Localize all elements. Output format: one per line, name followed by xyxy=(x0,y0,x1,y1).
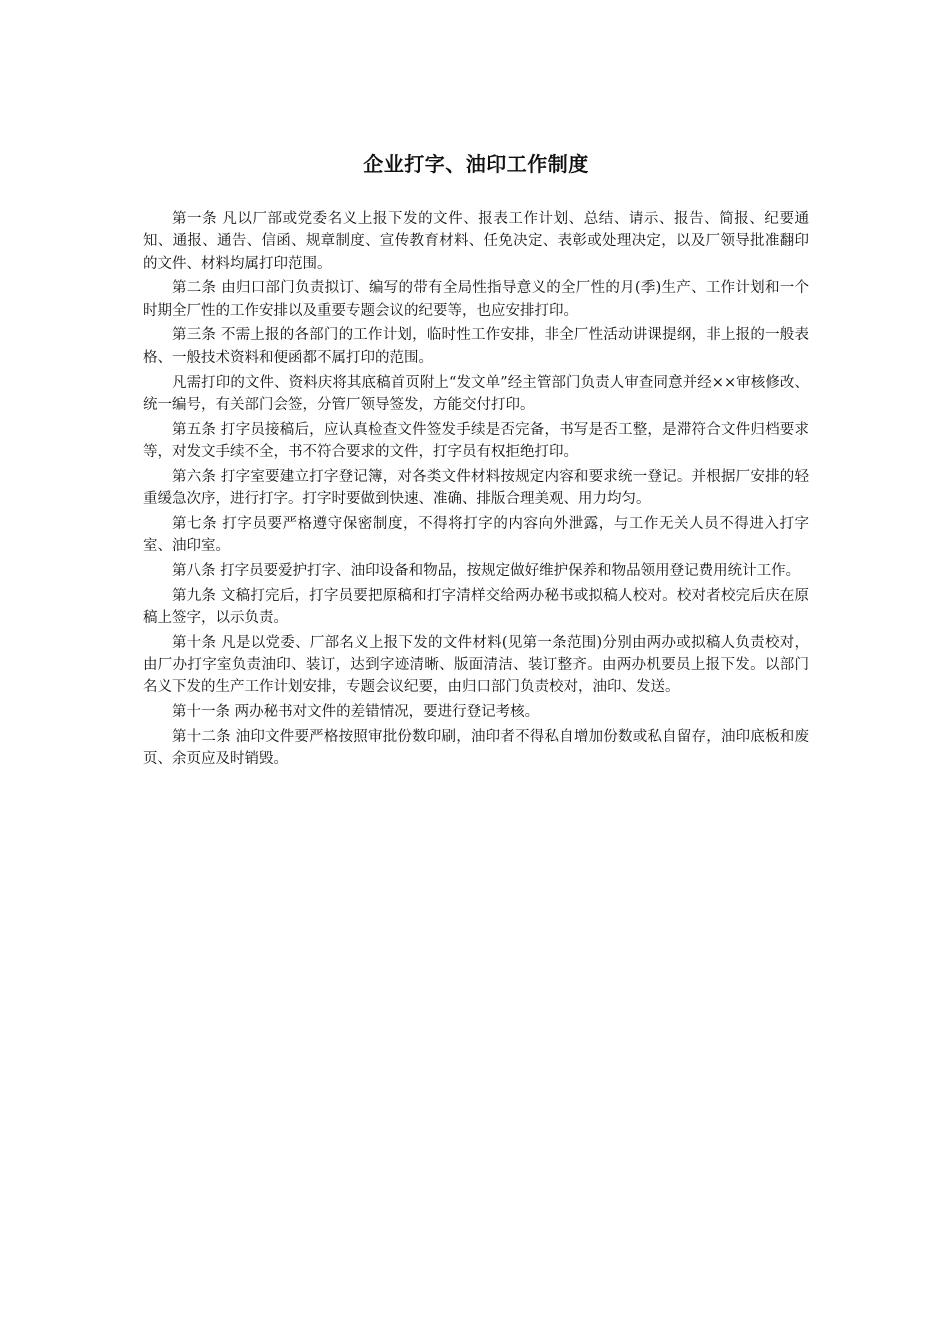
article-3: 第三条 不需上报的各部门的工作计划，临时性工作安排，非全厂性活动讲课提纲，非上报的一般表格、一般技术资料和便函都不属打印的范围。 xyxy=(143,327,809,366)
document-title: 企业打字、油印工作制度 xyxy=(363,152,589,176)
article-5: 第五条 打字员接稿后，应认真检查文件签发手续是否完备，书写是否工整，是滞符合文件归档要求等，对发文手续不全，书不符合要求的文件，打字员有权拒绝打印。 xyxy=(143,421,809,460)
article-2: 第二条 由归口部门负责拟订、编写的带有全局性指导意义的全厂性的月(季)生产、工作计划和一个时期全厂性的工作安排以及重要专题会议的纪要等，也应安排打印。 xyxy=(143,280,809,319)
article-9: 第九条 文稿打完后，打字员要把原稿和打字清样交给两办秘书或拟稿人校对。校对者校完后庆在原稿上签字，以示负责。 xyxy=(143,587,809,627)
article-4: 凡需打印的文件、资料庆将其底稿首页附上“发文单”经主管部门负责人审查同意并经××审核修改、统一编号，有关部门会签，分管厂领导签发，方能交付打印。 xyxy=(143,374,809,413)
document-page xyxy=(143,150,809,771)
article-11: 第十一条 两办秘书对文件的差错情况，要进行登记考核。 xyxy=(172,704,540,721)
article-6: 第六条 打字室要建立打字登记簿，对各类文件材料按规定内容和要求统一登记。并根据厂安排的轻重缓急次序，进行打字。打字时要做到快速、准确、排版合理美观、用力均匀。 xyxy=(143,468,809,508)
document-body xyxy=(143,208,809,771)
article-10: 第十条 凡是以党委、厂部名义上报下发的文件材料(见第一条范围)分别由两办或拟稿人负责校对，由厂办打字室负责油印、装订，达到字迹清晰、版面清洁、装订整齐。由两办机要员上报下发。以部门名义下发的生产工作计划安排，专题会议纪要，由归口部门负责校对，油印、发送。 xyxy=(143,634,809,696)
article-7: 第七条 打字员要严格遵守保密制度，不得将打字的内容向外泄露，与工作无关人员不得进入打字室、油印室。 xyxy=(143,515,809,555)
article-8: 第八条 打字员要爱护打字、油印设备和物品，按规定做好维护保养和物品领用登记费用统计工作。 xyxy=(172,562,801,579)
article-1: 第一条 凡以厂部或党委名义上报下发的文件、报表工作计划、总结、请示、报告、简报、纪要通知、通报、通告、信函、规章制度、宣传教育材料、任免决定、表彰或处理决定，以及厂领导批准翻印的文件、材料均属打印范围。 xyxy=(143,211,809,272)
article-12: 第十二条 油印文件要严格按照审批份数印刷，油印者不得私自增加份数或私自留存，油印底板和废页、余页应及时销毁。 xyxy=(143,729,809,768)
